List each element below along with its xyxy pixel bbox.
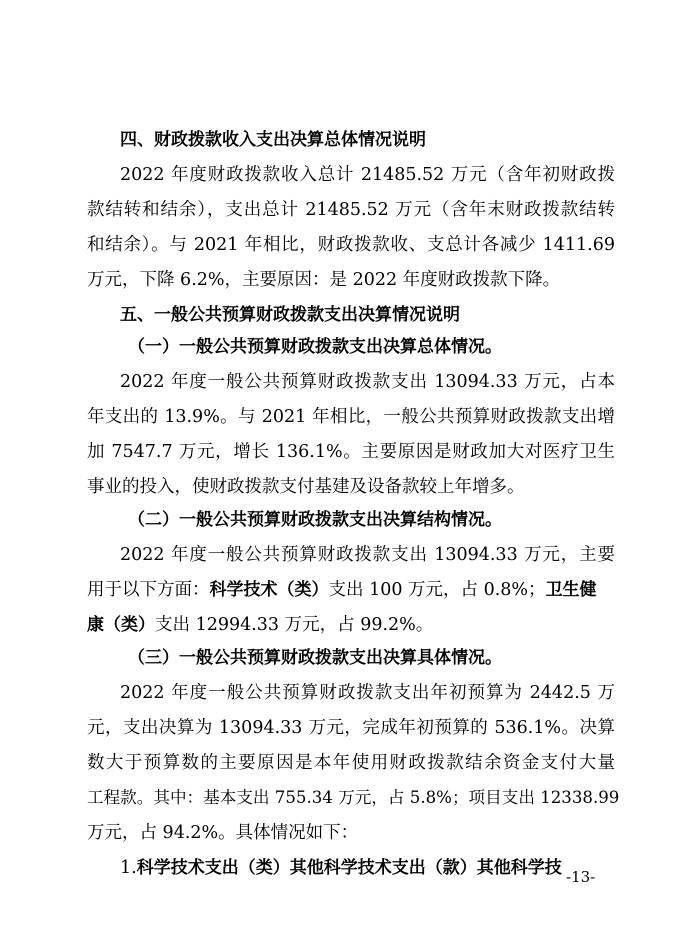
paragraph-line: 年支出的 13.9%。与 2021 年相比，一般公共预算财政拨款支出增	[87, 407, 615, 427]
paragraph-line: 2022 年度财政拨款收入总计 21485.52 万元（含年初财政拨	[120, 165, 615, 185]
section-heading-5: 五、一般公共预算财政拨款支出决算情况说明	[120, 305, 460, 325]
paragraph-line: 和结余）。与 2021 年相比，财政拨款收、支总计各减少 1411.69	[87, 235, 615, 255]
paragraph-line: 万元，下降 6.2%，主要原因：是 2022 年度财政拨款下降。	[87, 270, 561, 290]
bold-run-health: 康（类）	[87, 615, 155, 635]
text-run: 用于以下方面：	[87, 580, 210, 600]
text-run: 支出 12994.33 万元，占 99.2%。	[155, 615, 434, 635]
bold-run-health: 卫生健	[545, 580, 597, 600]
subsection-heading-1: （一）一般公共预算财政拨款支出决算总体情况。	[128, 337, 502, 357]
paragraph-line: 加 7547.7 万元，增长 136.1%。主要原因是财政加大对医疗卫生	[87, 442, 615, 462]
subsection-heading-2: （二）一般公共预算财政拨款支出决算结构情况。	[128, 510, 502, 530]
text-run: 支出 100 万元，占 0.8%；	[328, 580, 546, 600]
paragraph-line: 2022 年度一般公共预算财政拨款支出年初预算为 2442.5 万	[120, 683, 615, 703]
paragraph-line-mixed	[87, 575, 615, 605]
paragraph-line: 事业的投入，使财政拨款支付基建及设备款较上年增多。	[87, 477, 525, 497]
paragraph-line: 2022 年度一般公共预算财政拨款支出 13094.33 万元，占本	[120, 372, 615, 392]
list-item-heading	[120, 853, 615, 883]
list-item-title: 科学技术支出（类）其他科学技术支出（款）其他科学技	[136, 858, 562, 878]
paragraph-line: 万元，占 94.2%。具体情况如下：	[87, 823, 359, 843]
paragraph-line: 款结转和结余），支出总计 21485.52 万元（含年末财政拨款结转	[87, 200, 615, 220]
page-number: -13-	[566, 868, 596, 886]
paragraph-line-mixed	[87, 610, 615, 640]
list-number: 1.	[120, 858, 137, 878]
paragraph-line: 2022 年度一般公共预算财政拨款支出 13094.33 万元，主要	[120, 545, 615, 565]
bold-run-science: 科学技术（类）	[209, 580, 329, 600]
paragraph-line: 元，支出决算为 13094.33 万元，完成年初预算的 536.1%。决算	[87, 718, 615, 738]
section-heading-4: 四、财政拨款收入支出决算总体情况说明	[120, 130, 426, 150]
subsection-heading-3: （三）一般公共预算财政拨款支出决算具体情况。	[128, 648, 502, 668]
paragraph-line: 工程款。其中：基本支出 755.34 万元，占 5.8%；项目支出 12338.99	[87, 788, 620, 807]
paragraph-line: 数大于预算数的主要原因是本年使用财政拨款结余资金支付大量	[87, 753, 615, 773]
